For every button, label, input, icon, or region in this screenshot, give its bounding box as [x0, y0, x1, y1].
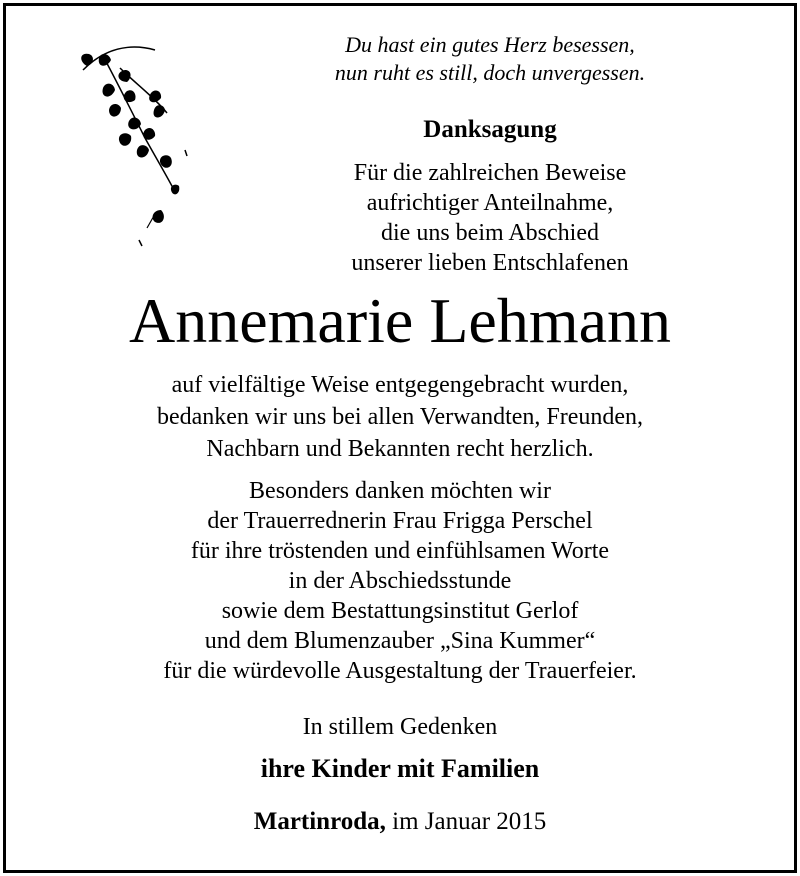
paragraph1-line-3: Nachbarn und Bekannten recht herzlich. [206, 436, 594, 462]
closing: In stillem Gedenken [302, 714, 498, 740]
intro-line-4: unserer lieben Entschlafenen [351, 250, 629, 276]
place-date [0, 808, 800, 836]
deceased-name: Annemarie Lehmann [129, 285, 671, 356]
paragraph2-line-6: und dem Blumenzauber „Sina Kummer“ [204, 628, 596, 654]
intro-line-3: die uns beim Abschied [381, 220, 599, 246]
date: im Januar 2015 [392, 808, 547, 835]
paragraph2-line-4: in der Abschiedsstunde [288, 568, 512, 594]
paragraph2-line-1: Besonders danken möchten wir [249, 478, 551, 504]
signature: ihre Kinder mit Familien [260, 754, 540, 783]
paragraph2-line-2: der Trauerrednerin Frau Frigga Perschel [207, 508, 593, 534]
paragraph1-line-1: auf vielfältige Weise entgegengebracht wurden, [171, 372, 629, 398]
paragraph1-line-2: bedanken wir uns bei allen Verwandten, Freunden, [156, 404, 644, 430]
paragraph2-line-5: sowie dem Bestattungsinstitut Gerlof [221, 598, 579, 624]
motto-line-2: nun ruht es still, doch unvergessen. [334, 60, 646, 85]
place: Martinroda, [253, 808, 386, 835]
paragraph2-line-7: für die würdevolle Ausgestaltung der Trauerfeier. [163, 658, 637, 684]
motto-line-1: Du hast ein gutes Herz besessen, [345, 32, 635, 57]
heading: Danksagung [423, 116, 557, 143]
intro-line-2: aufrichtiger Anteilnahme, [366, 190, 614, 216]
paragraph2-line-3: für ihre tröstenden und einfühlsamen Worte [190, 538, 610, 564]
intro-line-1: Für die zahlreichen Beweise [353, 160, 627, 186]
birch-branch-illustration [75, 38, 205, 258]
